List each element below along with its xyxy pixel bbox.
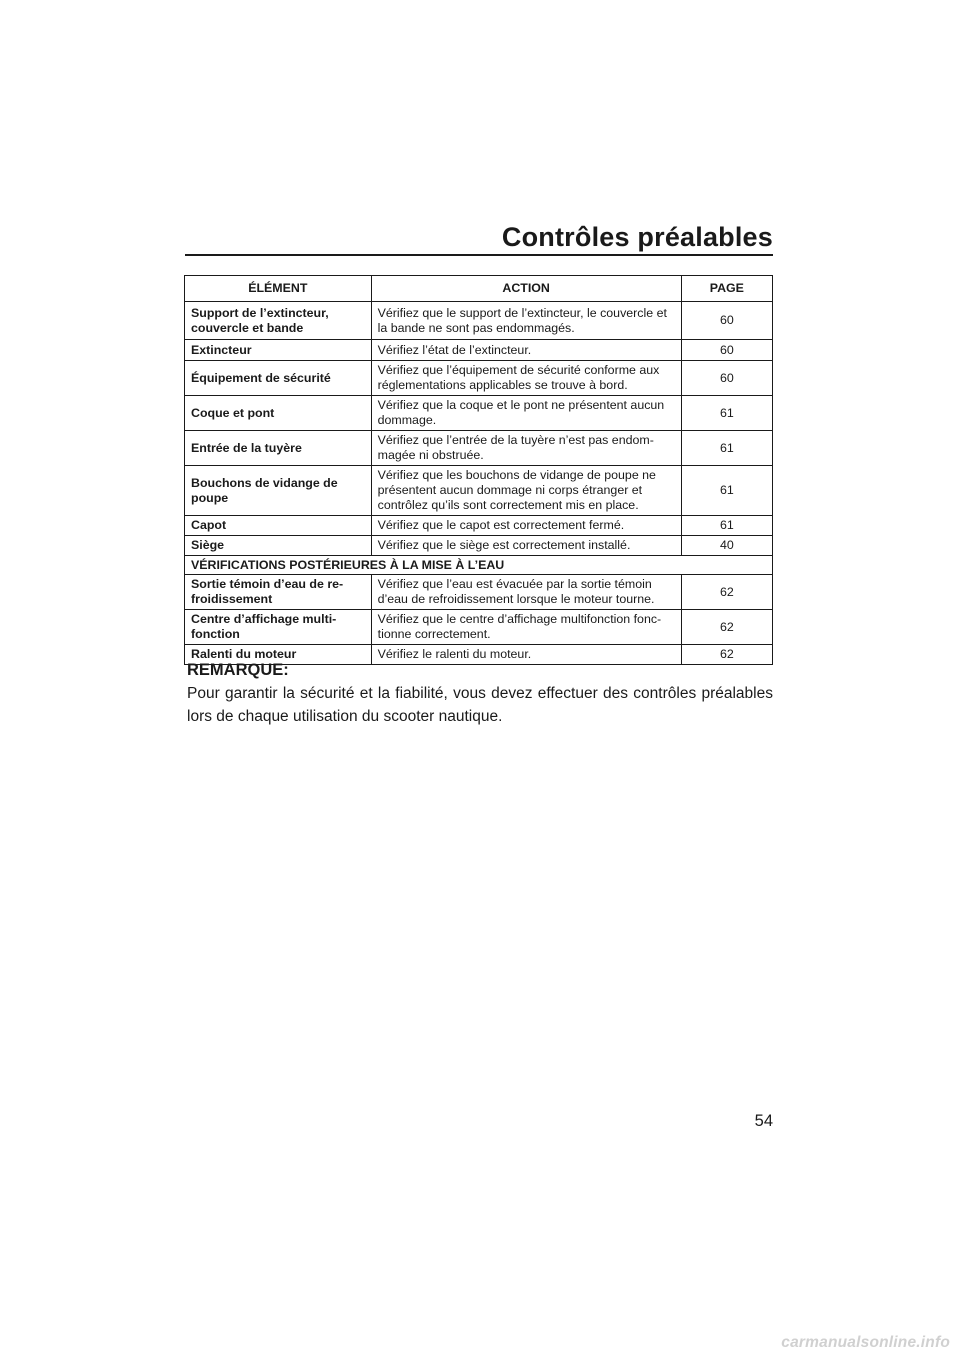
page-number: 54 <box>754 1112 773 1130</box>
row-action: Vérifiez que les bouchons de vidange de poupe ne présentent aucun dommage ni corps étranger et contrôlez qu’ils sont correctement mis en place. <box>371 466 681 516</box>
table-row <box>185 610 773 645</box>
title-rule <box>185 254 773 256</box>
row-action: Vérifiez que l’équipement de sécurité conforme aux réglementations applicables se trouve à bord. <box>371 361 681 396</box>
section-label: VÉRIFICATIONS POSTÉRIEURES À LA MISE À L’EAU <box>185 556 773 575</box>
row-item: Extincteur <box>185 340 372 361</box>
row-item: Siège <box>185 536 372 556</box>
remark-heading: REMARQUE: <box>187 661 289 679</box>
row-page: 40 <box>681 536 772 556</box>
row-page: 61 <box>681 431 772 466</box>
page-title: Contrôles préalables <box>501 222 773 252</box>
row-page: 62 <box>681 645 772 665</box>
row-item: Entrée de la tuyère <box>185 431 372 466</box>
row-item: Support de l’extincteur, couvercle et bande <box>185 302 372 340</box>
row-item: Capot <box>185 516 372 536</box>
row-page: 62 <box>681 575 772 610</box>
row-action: Vérifiez que l’eau est évacuée par la sortie témoin d’eau de refroidissement lorsque le moteur tourne. <box>371 575 681 610</box>
row-action: Vérifiez que l’entrée de la tuyère n’est pas endom-magée ni obstruée. <box>371 431 681 466</box>
table-row <box>185 361 773 396</box>
row-item: Coque et pont <box>185 396 372 431</box>
column-header-action: ACTION <box>371 276 681 302</box>
column-header-item: ÉLÉMENT <box>185 276 372 302</box>
remark-body: Pour garantir la sécurité et la fiabilité, vous devez effectuer des contrôles préalables lors de chaque utilisation du scooter nautique. <box>187 685 773 725</box>
row-item: Ralenti du moteur <box>185 645 372 665</box>
row-action: Vérifiez que le capot est correctement fermé. <box>371 516 681 536</box>
table-section-row <box>185 556 773 575</box>
table-row <box>185 575 773 610</box>
table-row <box>185 302 773 340</box>
watermark-link[interactable]: carmanualsonline.info <box>781 1334 950 1351</box>
row-action: Vérifiez que le siège est correctement installé. <box>371 536 681 556</box>
row-item: Bouchons de vidange de poupe <box>185 466 372 516</box>
row-page: 60 <box>681 340 772 361</box>
table-row <box>185 536 773 556</box>
row-item: Équipement de sécurité <box>185 361 372 396</box>
row-action: Vérifiez le ralenti du moteur. <box>371 645 681 665</box>
row-page: 62 <box>681 610 772 645</box>
row-action: Vérifiez que le centre d’affichage multifonction fonc-tionne correctement. <box>371 610 681 645</box>
row-page: 61 <box>681 516 772 536</box>
row-page: 60 <box>681 361 772 396</box>
row-action: Vérifiez que la coque et le pont ne présentent aucun dommage. <box>371 396 681 431</box>
row-action: Vérifiez l’état de l’extincteur. <box>371 340 681 361</box>
table-row <box>185 431 773 466</box>
table-row <box>185 396 773 431</box>
row-page: 61 <box>681 396 772 431</box>
table-row <box>185 340 773 361</box>
row-action: Vérifiez que le support de l’extincteur, le couvercle et la bande ne sont pas endommagés. <box>371 302 681 340</box>
row-item: Centre d’affichage multi-fonction <box>185 610 372 645</box>
table-header-row <box>185 276 773 302</box>
table-row <box>185 516 773 536</box>
row-item: Sortie témoin d’eau de re-froidissement <box>185 575 372 610</box>
pre-operation-checklist-table <box>184 275 773 665</box>
row-page: 61 <box>681 466 772 516</box>
row-page: 60 <box>681 302 772 340</box>
table-row <box>185 466 773 516</box>
column-header-page: PAGE <box>681 276 772 302</box>
